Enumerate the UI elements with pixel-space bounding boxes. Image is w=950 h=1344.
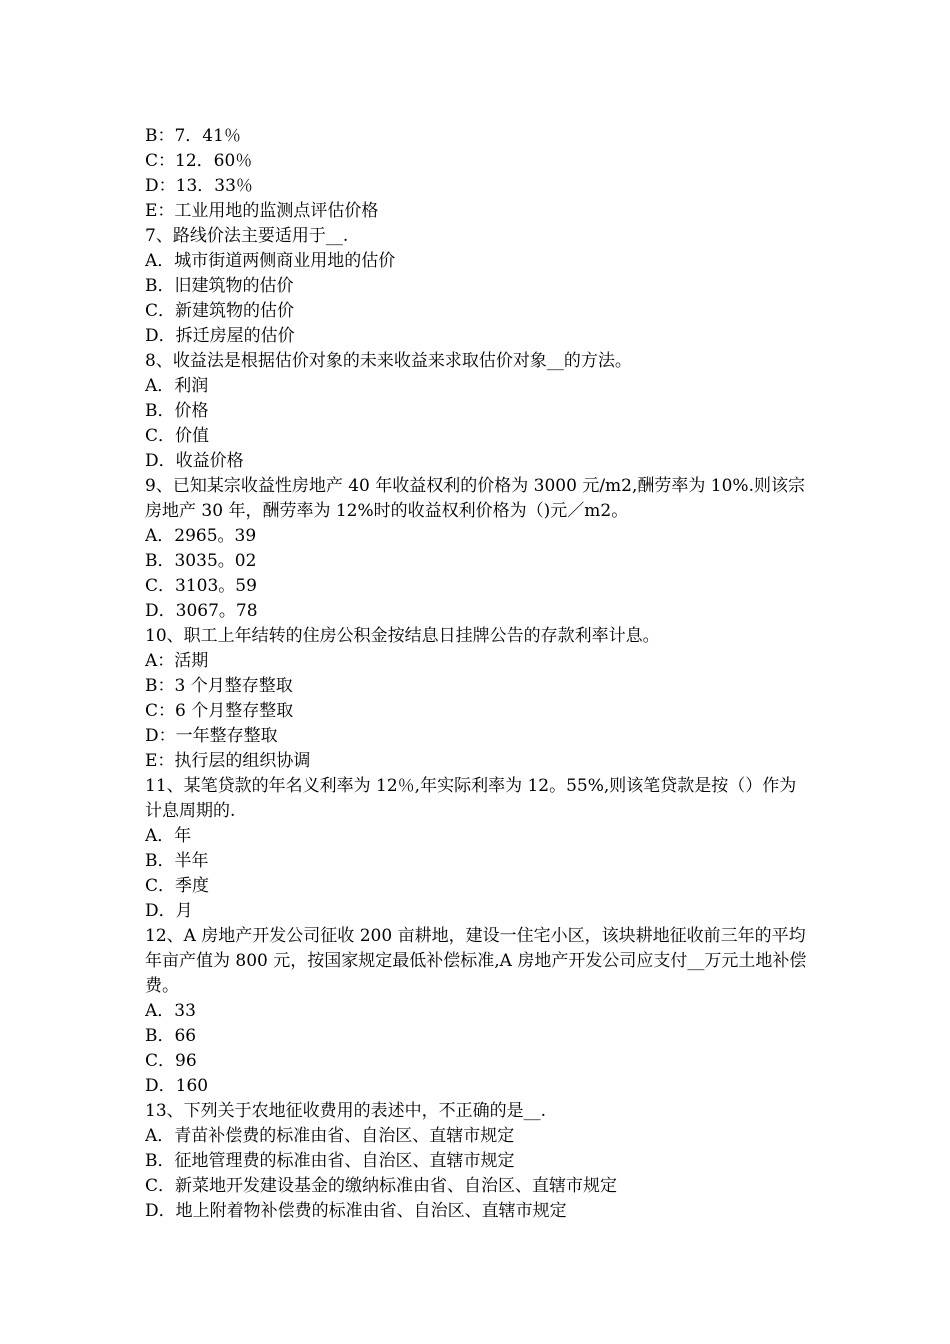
- q10-option-b: B：3 个月整存整取: [145, 676, 293, 696]
- q13-option-c: C．新菜地开发建设基金的缴纳标准由省、自治区、直辖市规定: [145, 1176, 618, 1196]
- option-c-line: C：12．60％: [145, 151, 253, 171]
- q10-option-a: A：活期: [145, 651, 209, 671]
- q9-option-d: D．3067。78: [145, 601, 258, 621]
- q13-option-b: B．征地管理费的标准由省、自治区、直辖市规定: [145, 1151, 515, 1171]
- q12-option-b: B．66: [145, 1026, 197, 1046]
- q7-option-a: A．城市街道两侧商业用地的估价: [145, 251, 396, 271]
- q10-option-c: C：6 个月整存整取: [145, 701, 294, 721]
- q10-option-e: E：执行层的组织协调: [145, 751, 311, 771]
- q13-option-a: A．青苗补偿费的标准由省、自治区、直辖市规定: [145, 1126, 515, 1146]
- q11-option-c: C．季度: [145, 876, 210, 896]
- q11-option-d: D．月: [145, 901, 193, 921]
- q7-option-b: B．旧建筑物的估价: [145, 276, 294, 296]
- question-11: 11、某笔贷款的年名义利率为 12％,年实际利率为 12。55%,则该笔贷款是按（）作为计息周期的.: [145, 776, 797, 821]
- document-body: [145, 124, 810, 1224]
- q12-option-c: C．96: [145, 1051, 197, 1071]
- q9-option-a: A．2965。39: [145, 526, 257, 546]
- q13-option-d: D．地上附着物补偿费的标准由省、自治区、直辖市规定: [145, 1201, 567, 1221]
- question-13: 13、下列关于农地征收费用的表述中，不正确的是__.: [145, 1101, 547, 1121]
- q12-option-d: D．160: [145, 1076, 209, 1096]
- q7-option-d: D．拆迁房屋的估价: [145, 326, 295, 346]
- option-d-line: D：13．33％: [145, 176, 253, 196]
- question-7: 7、路线价法主要适用于__.: [145, 226, 349, 246]
- q11-option-a: A．年: [145, 826, 192, 846]
- q9-option-b: B．3035。02: [145, 551, 257, 571]
- q11-option-b: B．半年: [145, 851, 209, 871]
- q8-option-a: A．利润: [145, 376, 209, 396]
- q8-option-c: C．价值: [145, 426, 210, 446]
- option-e-line: E：工业用地的监测点评估价格: [145, 201, 379, 221]
- question-12: 12、A 房地产开发公司征收 200 亩耕地，建设一住宅小区，该块耕地征收前三年的平均年亩产值为 800 元，按国家规定最低补偿标准,A 房地产开发公司应支付__万元土地补偿费。: [145, 926, 807, 996]
- option-b-line: B：7．41％: [145, 126, 241, 146]
- q8-option-d: D．收益价格: [145, 451, 244, 471]
- question-8: 8、收益法是根据估价对象的未来收益来求取估价对象__的方法。: [145, 351, 632, 371]
- q10-option-d: D：一年整存整取: [145, 726, 278, 746]
- q7-option-c: C．新建筑物的估价: [145, 301, 295, 321]
- q8-option-b: B．价格: [145, 401, 209, 421]
- q9-option-c: C．3103。59: [145, 576, 257, 596]
- question-9: 9、已知某宗收益性房地产 40 年收益权利的价格为 3000 元/m2,酬劳率为 10%.则该宗房地产 30 年，酬劳率为 12%时的收益权利价格为（)元／m2。: [145, 476, 805, 521]
- question-10: 10、职工上年结转的住房公积金按结息日挂牌公告的存款利率计息。: [145, 626, 660, 646]
- q12-option-a: A．33: [145, 1001, 196, 1021]
